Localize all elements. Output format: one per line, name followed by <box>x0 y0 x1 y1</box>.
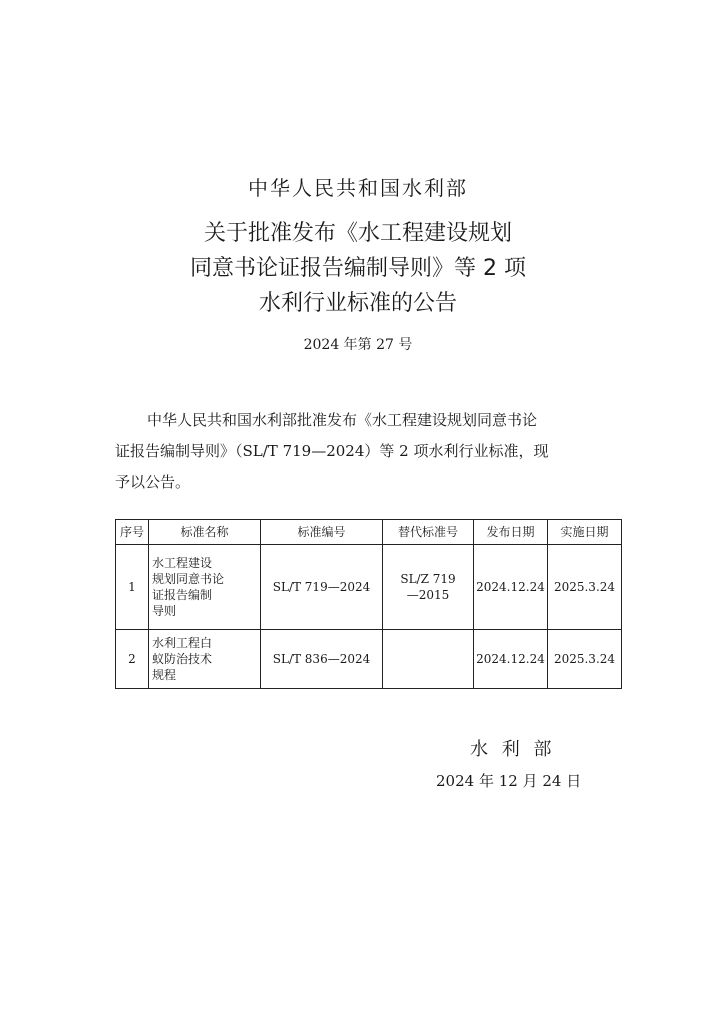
table-row <box>116 545 622 630</box>
announcement-title <box>0 216 716 321</box>
title-line-3: 水利行业标准的公告 <box>258 291 457 316</box>
cell-effective-date: 2025.3.24 <box>548 545 622 630</box>
name-line: 规程 <box>152 668 177 682</box>
cell-publish-date: 2024.12.24 <box>474 630 548 689</box>
cell-index: 2 <box>116 630 149 689</box>
header-publish-date: 发布日期 <box>474 520 548 545</box>
header-name: 标准名称 <box>149 520 261 545</box>
signature: 水 利 部 <box>470 739 556 760</box>
signature-date: 2024 年 12 月 24 日 <box>436 772 582 790</box>
replaced-line: —2015 <box>406 588 450 602</box>
announcement-body <box>115 405 627 498</box>
header-effective-date: 实施日期 <box>548 520 622 545</box>
cell-standard-name <box>149 545 261 630</box>
header-code: 标准编号 <box>261 520 383 545</box>
table-header-row <box>116 520 622 545</box>
standards-table <box>115 519 622 689</box>
cell-standard-code: SL/T 719—2024 <box>261 545 383 630</box>
cell-replaced-code <box>383 545 474 630</box>
replaced-line: SL/Z 719 <box>400 572 456 586</box>
body-line-1: 中华人民共和国水利部批准发布《水工程建设规划同意书论 <box>147 411 538 429</box>
name-line: 蚁防治技术 <box>152 652 213 666</box>
name-line: 水利工程白 <box>152 636 213 650</box>
cell-standard-name <box>149 630 261 689</box>
name-line: 证报告编制 <box>152 588 213 602</box>
title-line-2: 同意书论证报告编制导则》等 2 项 <box>190 256 526 281</box>
table-row <box>116 630 622 689</box>
cell-effective-date: 2025.3.24 <box>548 630 622 689</box>
header-index: 序号 <box>116 520 149 545</box>
name-line: 规划同意书论 <box>152 572 225 586</box>
document-number: 2024 年第 27 号 <box>303 337 413 353</box>
name-line: 水工程建设 <box>152 556 213 570</box>
cell-index: 1 <box>116 545 149 630</box>
cell-standard-code: SL/T 836—2024 <box>261 630 383 689</box>
title-line-1: 关于批准发布《水工程建设规划 <box>203 221 512 246</box>
body-line-3: 予以公告。 <box>115 473 191 491</box>
body-line-2: 证报告编制导则》（SL/T 719—2024）等 2 项水利行业标准，现 <box>115 442 549 460</box>
header-replaced: 替代标准号 <box>383 520 474 545</box>
name-line: 导则 <box>152 604 177 618</box>
cell-publish-date: 2024.12.24 <box>474 545 548 630</box>
issuer-title: 中华人民共和国水利部 <box>248 176 468 200</box>
cell-replaced-code <box>383 630 474 689</box>
